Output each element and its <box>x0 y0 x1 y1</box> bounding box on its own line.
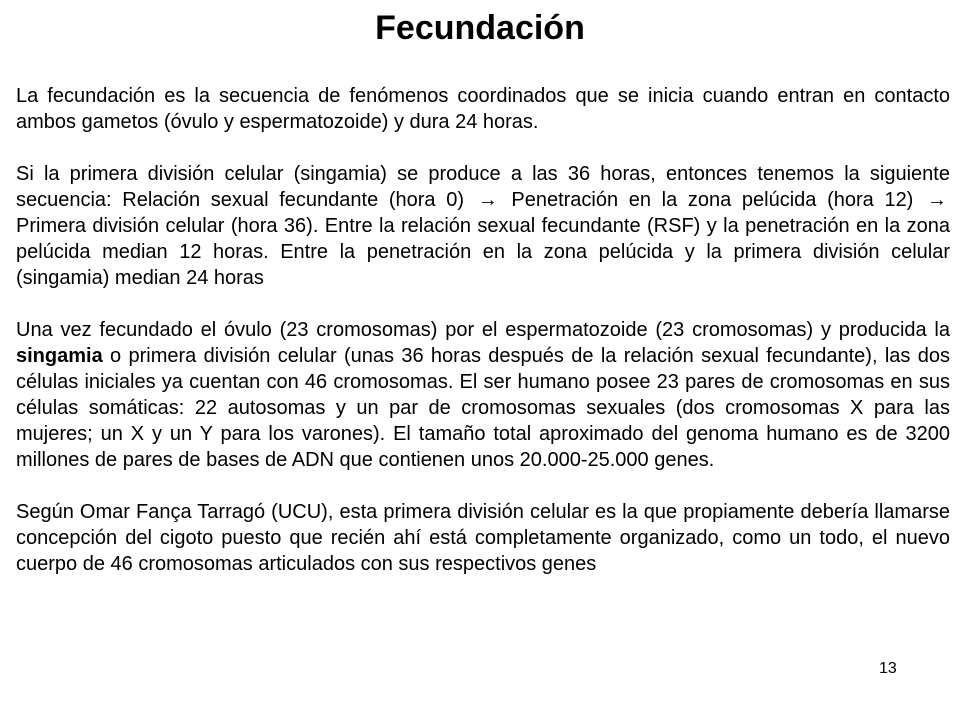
cromosomas-before: Una vez fecundado el óvulo (23 cromosomas) por el espermatozoide (23 cromosomas) y producida la <box>16 319 950 341</box>
page-title: Fecundación <box>375 9 585 47</box>
secuencia-part-2: Penetración en la zona pelúcida (hora 12) <box>511 189 914 211</box>
paragraph-fecundacion-definicion: La fecundación es la secuencia de fenómenos coordinados que se inicia cuando entran en contacto ambos gametos (óvulo y espermatozoide) y dura 24 horas. <box>16 85 950 133</box>
arrow-right-icon: → <box>477 189 498 211</box>
secuencia-part-1: Si la primera división celular (singamia) se produce a las 36 horas, entonces tenemos la siguiente secuencia: Relación sexual fecundante (hora 0) <box>16 163 950 211</box>
singamia-bold-term: singamia <box>16 345 103 367</box>
arrow-right-icon: → <box>927 189 948 211</box>
paragraph-cromosomas <box>16 317 950 473</box>
secuencia-part-3: Primera división celular (hora 36). Entre la relación sexual fecundante (RSF) y la penetración en la zona pelúcida median 12 horas. Entre la penetración en la zona pelúcida y la primera división celular (singamia) median 24 horas <box>16 215 950 289</box>
cromosomas-after: o primera división celular (unas 36 horas después de la relación sexual fecundante), las dos células iniciales ya cuentan con 46 cromosomas. El ser humano posee 23 pares de cromosomas en sus células somáticas: 22 autosomas y un par de cromosomas sexuales (dos cromosomas X para las mujeres; un X y un Y para los varones). El tamaño total aproximado del genoma humano es de 3200 millones de pares de bases de ADN que contienen unos 20.000-25.000 genes. <box>16 345 950 471</box>
paragraph-secuencia-horas <box>16 161 950 291</box>
paragraph-concepcion-cigoto: Según Omar Fança Tarragó (UCU), esta primera división celular es la que propiamente debería llamarse concepción del cigoto puesto que recién ahí está completamente organizado, como un todo, el nuevo cuerpo de 46 cromosomas articulados con sus respectivos genes <box>16 501 950 575</box>
document-body <box>16 83 950 603</box>
page-number: 13 <box>879 660 897 677</box>
